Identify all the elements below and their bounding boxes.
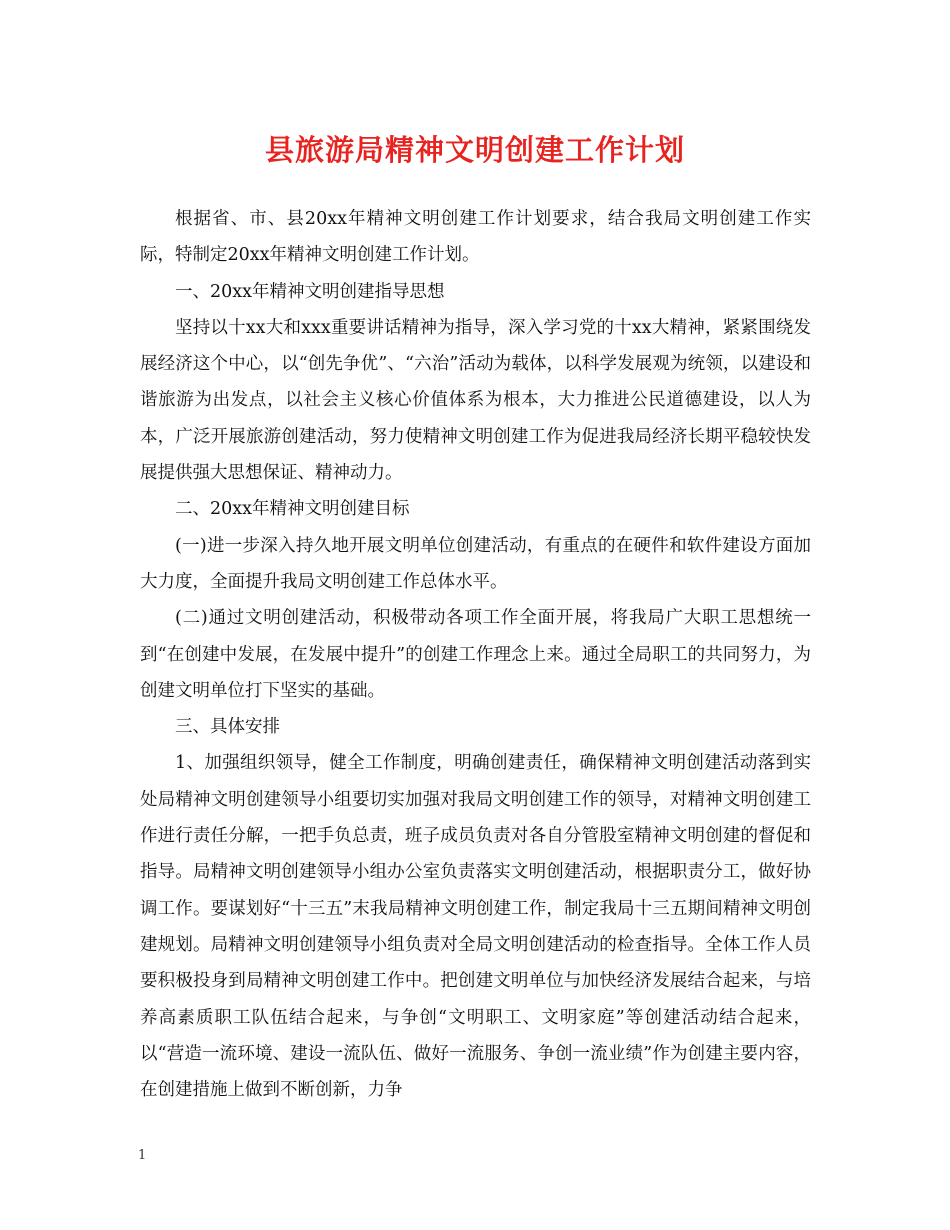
goal-paragraph-1: (一)进一步深入持久地开展文明单位创建活动，有重点的在硬件和软件建设方面加大力度，全面提升我局文明创建工作总体水平。 (140, 535, 811, 592)
arrangement-paragraph-1: 1、加强组织领导，健全工作制度，明确创建责任，确保精神文明创建活动落到实处局精神文明创建领导小组要切实加强对我局文明创建工作的领导，对精神文明创建工作进行责任分解，一把手负总责，班子成员负责对各自分管股室精神文明创建的督促和指导。局精神文明创建领导小组办公室负责落实文明创建活动，根据职责分工，做好协调工作。要谋划好“十三五”末我局精神文明创建工作，制定我局十三五期间精神文明创建规划。局精神文明创建领导小组负责对全局文明创建活动的检查指导。全体工作人员要积极投身到局精神文明创建工作中。把创建文明单位与加快经济发展结合起来，与培养高素质职工队伍结合起来，与争创“文明职工、文明家庭”等创建活动结合起来，以“营造一流环境、建设一流队伍、做好一流服务、争创一流业绩”作为创建主要内容，在创建措施上做到不断创新，力争 (140, 753, 811, 1101)
document-body (140, 201, 811, 1108)
section-heading-guiding-ideology: 一、20xx年精神文明创建指导思想 (175, 281, 445, 302)
section-heading-goals: 二、20xx年精神文明创建目标 (175, 499, 410, 520)
goal-paragraph-2: (二)通过文明创建活动，积极带动各项工作全面开展，将我局广大职工思想统一到“在创建中发展，在发展中提升”的创建工作理念上来。通过全局职工的共同努力，为创建文明单位打下坚实的基础。 (140, 608, 811, 701)
page-number: 1 (138, 1148, 147, 1163)
document-title: 县旅游局精神文明创建工作计划 (264, 133, 685, 167)
intro-paragraph: 根据省、市、县20xx年精神文明创建工作计划要求，结合我局文明创建工作实际，特制定20xx年精神文明创建工作计划。 (140, 209, 811, 266)
guiding-ideology-paragraph: 坚持以十xx大和xxx重要讲话精神为指导，深入学习党的十xx大精神，紧紧围绕发展经济这个中心，以“创先争优”、“六治”活动为载体，以科学发展观为统领，以建设和谐旅游为出发点，以社会主义核心价值体系为根本，大力推进公民道德建设，以人为本，广泛开展旅游创建活动，努力使精神文明创建工作为促进我局经济长期平稳较快发展提供强大思想保证、精神动力。 (140, 317, 811, 484)
section-heading-arrangements: 三、具体安排 (175, 717, 280, 738)
